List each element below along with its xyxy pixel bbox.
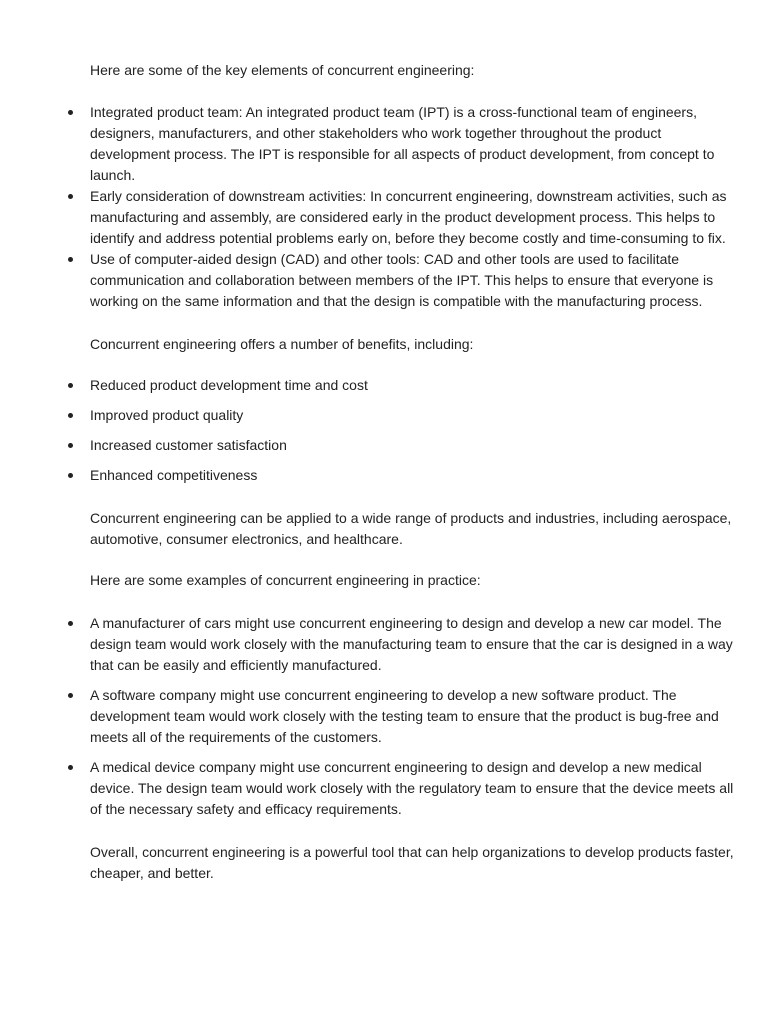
list-item: Early consideration of downstream activities: In concurrent engineering, downstream activities, such as manufacturing and assembly, are considered early in the product development process. This helps to identify and address potential problems early on, before they become costly and time-consuming to fix. [0, 186, 735, 249]
list-item: Integrated product team: An integrated product team (IPT) is a cross-functional team of engineers, designers, manufacturers, and other stakeholders who work together throughout the product development process. The IPT is responsible for all aspects of product development, from concept to launch. [0, 102, 735, 186]
key-elements-list [0, 102, 768, 312]
list-item: Reduced product development time and cost [0, 375, 735, 396]
benefits-list [0, 375, 768, 495]
conclusion-paragraph: Overall, concurrent engineering is a powerful tool that can help organizations to develop products faster, cheaper, and better. [90, 844, 734, 881]
list-item: A manufacturer of cars might use concurrent engineering to design and develop a new car model. The design team would work closely with the manufacturing team to ensure that the car is designed in a way that can be easily and efficiently manufactured. [0, 613, 735, 676]
list-item: Improved product quality [0, 405, 735, 426]
list-item: A medical device company might use concurrent engineering to design and develop a new medical device. The design team would work closely with the regulatory team to ensure that the device meets all of the necessary safety and efficacy requirements. [0, 757, 735, 820]
benefits-intro-paragraph: Concurrent engineering offers a number of benefits, including: [90, 336, 474, 352]
list-item: Increased customer satisfaction [0, 435, 735, 456]
intro-paragraph: Here are some of the key elements of concurrent engineering: [90, 62, 475, 78]
examples-intro-paragraph: Here are some examples of concurrent engineering in practice: [90, 572, 481, 588]
examples-list [0, 613, 768, 829]
applications-paragraph: Concurrent engineering can be applied to a wide range of products and industries, including aerospace, automotive, consumer electronics, and healthcare. [90, 510, 732, 547]
list-item: Enhanced competitiveness [0, 465, 735, 486]
list-item: Use of computer-aided design (CAD) and other tools: CAD and other tools are used to facilitate communication and collaboration between members of the IPT. This helps to ensure that everyone is working on the same information and that the design is compatible with the manufacturing process. [0, 249, 735, 312]
list-item: A software company might use concurrent engineering to develop a new software product. The development team would work closely with the testing team to ensure that the product is bug-free and meets all of the requirements of the customers. [0, 685, 735, 748]
